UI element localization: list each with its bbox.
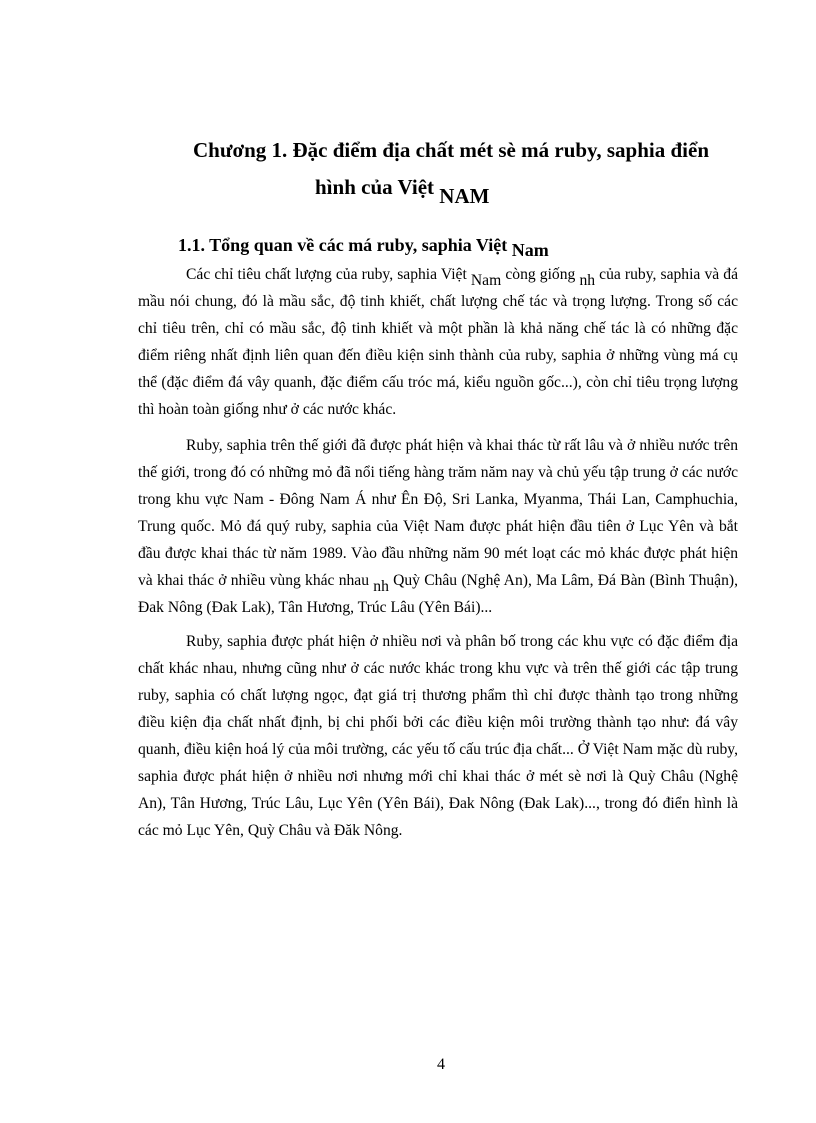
body-text bbox=[138, 261, 738, 851]
chapter-title-line2-text: hình của Việt bbox=[315, 175, 440, 199]
paragraph-1-start: Các chỉ tiêu chất lượng của ruby, saphia Việt bbox=[186, 266, 471, 283]
chapter-title-line2 bbox=[193, 169, 738, 206]
paragraph-1-rest: của ruby, saphia và đá mầu nói chung, đó là mầu sắc, độ tinh khiết, chất lượng chế tác và trọng lượng. Trong số các chỉ tiêu trên, chỉ có mầu sắc, độ tinh khiết và một phần là khả năng chế tác là có những đặc điểm riêng nhất định liên quan đến điều kiện sinh thành của ruby, saphia ở những vùng má cụ thể (đặc điểm đá vây quanh, đặc điểm cấu tróc má, kiểu nguồn gốc...), còn chỉ tiêu trọng lượng thì hoàn toàn giống như ở các nước khác. bbox=[138, 266, 739, 418]
paragraph-2-rest: Quỳ Châu (Nghệ An), Ma Lâm, Đá Bàn (Bình Thuận), Đak Nông (Đak Lak), Tân Hương, Trúc Lâu (Yên Bái)... bbox=[138, 572, 738, 616]
chapter-title bbox=[193, 132, 738, 206]
paragraph-2-nh: nh bbox=[373, 578, 389, 595]
chapter-title-country: NAM bbox=[439, 184, 490, 208]
paragraph-2 bbox=[138, 432, 738, 621]
section-heading-country: Nam bbox=[511, 240, 549, 260]
page-number: 4 bbox=[437, 1056, 445, 1073]
paragraph-1-nh: nh bbox=[579, 272, 596, 289]
paragraph-2-start: Ruby, saphia trên thế giới đã được phát hiện và khai thác từ rất lâu và ở nhiều nước trên thế giới, trong đó có những mỏ đã nổi tiếng hàng trăm năm nay và chủ yếu tập trung ở các nước trong khu vực Nam - Đông Nam Á như Ên Độ, Sri Lanka, Myanma, Thái Lan, Camphuchia, Trung quốc. Mỏ đá quý ruby, saphia của Việt Nam được phát hiện đầu tiên ở Lục Yên và bắt đầu được khai thác từ năm 1989. Vào đầu những năm 90 mét loạt các mỏ khác được phát hiện và khai thác ở nhiều vùng khác nhau bbox=[138, 437, 738, 589]
paragraph-1 bbox=[138, 261, 738, 423]
section-heading bbox=[178, 232, 549, 258]
paragraph-1-country: Nam bbox=[470, 272, 502, 289]
paragraph-3: Ruby, saphia được phát hiện ở nhiều nơi và phân bố trong các khu vực có đặc điểm địa chất khác nhau, nhưng cũng như ở các nước khác trong khu vực và trên thế giới các tập trung ruby, saphia có chất lượng ngọc, đạt giá trị thương phẩm thì chỉ được thành tạo trong những điều kiện địa chất nhất định, bị chi phối bởi các điều kiện môi trường thành tạo như: đá vây quanh, điều kiện hoá lý của môi trường, các yếu tố cấu trúc địa chất... Ở Việt Nam mặc dù ruby, saphia được phát hiện ở nhiều nơi nhưng mới chỉ khai thác ở mét sè nơi là Quỳ Châu (Nghệ An), Tân Hương, Trúc Lâu, Lục Yên (Yên Bái), Đak Nông (Đak Lak)..., trong đó điển hình là các mỏ Lục Yên, Quỳ Châu và Đăk Nông. bbox=[138, 633, 738, 839]
section-heading-text: 1.1. Tổng quan về các má ruby, saphia Việt bbox=[178, 235, 512, 255]
paragraph-1-mid: còng giống bbox=[501, 266, 580, 283]
chapter-title-line1: Chương 1. Đặc điểm địa chất mét sè má ruby, saphia điển bbox=[193, 138, 710, 162]
